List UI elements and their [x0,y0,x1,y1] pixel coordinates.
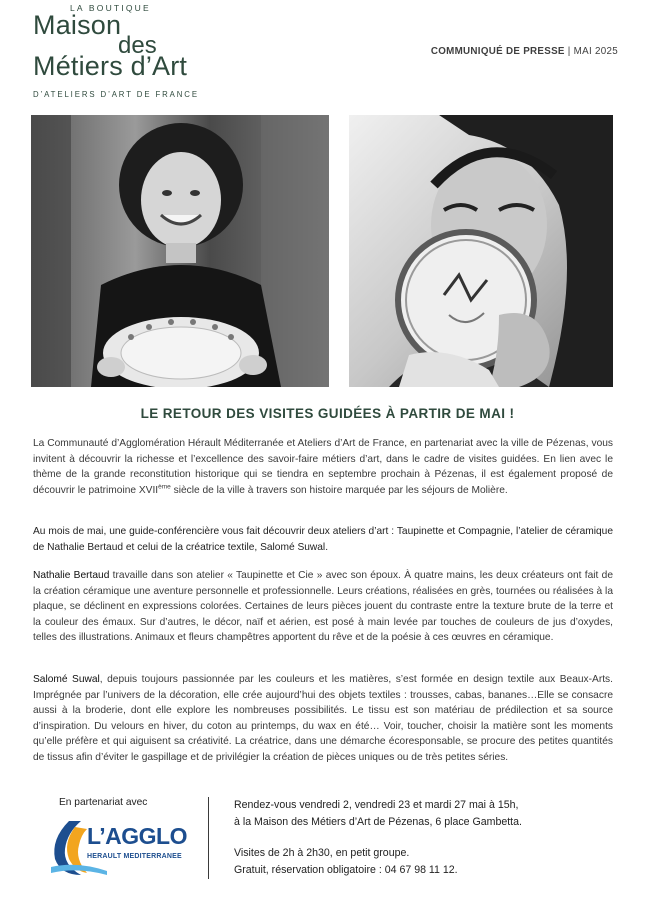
headline: LE RETOUR DES VISITES GUIDÉES À PARTIR DE MAI ! [140,406,515,421]
partner-label: En partenariat avec [59,797,148,808]
photo-ceramist-image [31,115,329,387]
rdv-line-2: à la Maison des Métiers d’Art de Pézenas, 6 place Gambetta. [234,816,522,828]
press-separator: | [564,46,574,57]
info-line-2: Gratuit, réservation obligatoire : 04 67 98 11 12. [234,864,458,876]
paragraph-intro-text-end: siècle de la ville à travers son histoire marquée par les séjours de Molière. [170,484,508,496]
name-salome: Salomé Suwal [33,674,100,685]
paragraph-nathalie [33,568,613,646]
photo-nathalie-bertaud [31,115,329,387]
press-date: MAI 2025 [573,46,618,57]
info-line-1: Visites de 2h à 2h30, en petit groupe. [234,847,410,859]
agglo-subtitle: HERAULT MEDITERRANEE [87,853,182,860]
logo-subtitle: D’ATELIERS D’ART DE FRANCE [33,90,199,99]
footer-divider [208,797,209,879]
agglo-name: L’AGGLO [87,823,187,849]
agglo-logo [47,815,207,879]
photo-salome-suwal [349,115,613,387]
photo-embroidery-image [349,115,613,387]
paragraph-salome-text: , depuis toujours passionnée par les couleurs et les matières, s’est formée en design textile aux Beaux-Arts. Imprégnée par l’univers de la décoration, elle crée aujourd’hui des objets textiles : trousses, cabas, bananes…Elle se consacre aussi à la broderie, dont elle explore les nombreuses possibilités. Le tissu est son matériau de prédilection et sa source d’inspiration. Du velours en hiver, du coton au printemps, du wax en été… Voir, toucher, choisir la matière sont les moments qu’elle préfère et qui aiguisent sa créativité. La créatrice, dans une démarche écoresponsable, se procure des petites quantités de tissus afin d’éviter le gaspillage et de privilégier la création de pièces uniques ou de très petites séries. [33,674,613,763]
logo-tagline: LA BOUTIQUE [70,3,151,13]
rdv-block [234,797,614,831]
info-block [234,845,614,879]
name-nathalie: Nathalie Bertaud [33,570,110,581]
paragraph-salome [33,672,613,765]
superscript-eme: ème [158,483,171,491]
paragraph-visits: Au mois de mai, une guide-conférencière vous fait découvrir deux ateliers d’art : Taupinette et Compagnie, l’atelier de céramique de Nathalie Bertaud et celui de la créatrice textile, Salomé Suwal. [33,526,613,553]
logo-maison: Maison [33,10,122,40]
press-label: COMMUNIQUÉ DE PRESSE [430,46,565,57]
press-release-label [431,46,618,57]
paragraph-intro-text: La Communauté d’Agglomération Hérault Méditerranée et Ateliers d’Art de France, en partenariat avec la ville de Pézenas, vous invitent à découvrir la richesse et l’excellence des savoir-faire métiers d’art, dans le cadre de visites guidées. En lien avec le thème de la grande reconstitution historique qui se tiendra en septembre prochain à Pézenas, il est également proposé de découvrir le patrimoine XVII [33,438,613,496]
logo-des: des [118,32,157,59]
logo-metiers: Métiers d’Art [33,51,188,81]
paragraph-nathalie-text: travaille dans son atelier « Taupinette et Cie » avec son époux. À quatre mains, les deux créateurs ont fait de la création céramique une aventure personnelle et professionnelle. Leurs créations, réalisées en grès, tournées ou réalisées à la plaque, se déclinent en expressions colorées. Certaines de leurs pièces jouent du contraste entre la texture brute de la terre et la couleur des émaux. Sur d’autres, le décor, naïf et aérien, est posé à main levée par touches de couleurs de jus d’oxydes, telles des illustrations. Animaux et fleurs champêtres apportent du rêve et de la poésie à ces œuvres en céramique. [33,570,613,643]
paragraph-intro [33,436,613,498]
rdv-line-1: Rendez-vous vendredi 2, vendredi 23 et mardi 27 mai à 15h, [234,799,519,811]
